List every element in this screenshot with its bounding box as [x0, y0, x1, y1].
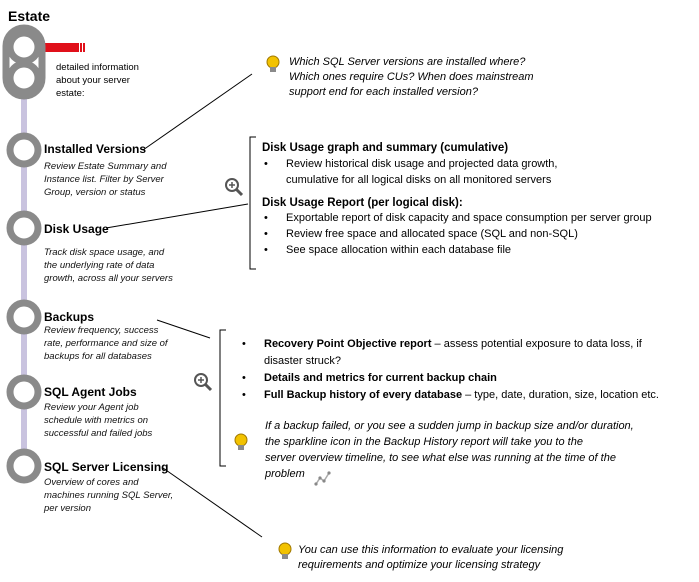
backups-tip [265, 418, 634, 482]
step-installed-versions [44, 142, 167, 199]
bullet-rest: – assess potential exposure to data loss, if [431, 338, 642, 350]
step-ring-sql-server-licensing [10, 452, 38, 480]
bullet-item [240, 336, 698, 370]
tip-line: If a backup failed, or you see a sudden jump in backup size and/or duration, [265, 420, 634, 432]
step-title: Backups [44, 310, 95, 324]
step-ring-installed-versions [10, 136, 38, 164]
bullet-bold: Recovery Point Objective report [264, 338, 432, 350]
disk-usage-section [262, 142, 698, 258]
bullet-item: • Review free space and allocated space (SQL and non-SQL) [262, 226, 698, 242]
licensing-tip [298, 543, 563, 573]
step-ring-disk-usage [10, 214, 38, 242]
magnifier-icon [195, 374, 211, 390]
disk-report-title: Disk Usage Report (per logical disk): [262, 197, 463, 209]
disk-bracket [250, 137, 256, 269]
step-description-line: schedule with metrics on [44, 415, 149, 426]
step-description-line: machines running SQL Server, [44, 490, 174, 501]
intro-text [56, 61, 139, 100]
step-title: Disk Usage [44, 222, 109, 236]
step-description-line: Review your Agent job [44, 402, 139, 413]
tip-line: You can use this information to evaluate your licensing [298, 544, 564, 556]
step-description [44, 246, 173, 285]
lightbulb-icon [235, 434, 247, 450]
backups-section [240, 336, 698, 404]
tip-line: requirements and optimize your licensing strategy [298, 559, 541, 571]
bullet-line: cumulative for all logical disks on all monitored servers [286, 174, 552, 186]
intro-line: estate: [56, 88, 85, 99]
step-description-line: Group, version or status [44, 187, 146, 198]
step-description-line: per version [44, 503, 91, 514]
step-description [44, 324, 168, 363]
tip-line: support end for each installed version? [289, 86, 478, 98]
step-description-line: Overview of cores and [44, 477, 139, 488]
step-description [44, 401, 152, 440]
step-description-line: Track disk space usage, and [44, 247, 165, 258]
bullet-bold: Full Backup history of every database [264, 389, 463, 401]
bullet-item [240, 370, 698, 387]
page-title: Estate [8, 8, 51, 24]
disk-report-bullets [262, 210, 698, 258]
bullet-rest: – type, date, duration, size, location etc. [462, 389, 659, 401]
tip-line: problem [265, 468, 305, 480]
bullet-line: disaster struck? [264, 355, 342, 367]
magnifier-icon [226, 179, 242, 195]
connector-versions [143, 74, 252, 150]
disk-graph-title: Disk Usage graph and summary (cumulative) [262, 142, 509, 154]
step-description-line: the underlying rate of data [44, 260, 155, 271]
step-title: Installed Versions [44, 142, 147, 156]
step-disk-usage [44, 222, 173, 285]
step-description-line: backups for all databases [44, 351, 152, 362]
estate-progress-bar [40, 43, 85, 52]
step-sql-agent-jobs [44, 385, 152, 440]
lightbulb-icon [279, 543, 291, 559]
step-description-line: successful and failed jobs [44, 428, 153, 439]
step-description-line: Review Estate Summary and [44, 161, 167, 172]
step-title: SQL Server Licensing [44, 460, 169, 474]
step-description-line: Review frequency, success [44, 325, 159, 336]
bullet-item [262, 156, 698, 188]
bullet-item: • See space allocation within each database file [262, 242, 698, 258]
disk-graph-bullets [262, 156, 698, 188]
bullet-line: • Review historical disk usage and projected data growth, [286, 158, 558, 170]
connector-licensing [163, 468, 262, 537]
step-description [44, 476, 173, 515]
tip-line: the sparkline icon in the Backup History report will take you to the [265, 436, 583, 448]
lightbulb-icon [267, 56, 279, 72]
tip-line: server overview timeline, to see what else was running at the time of the [265, 452, 616, 464]
step-description [44, 160, 167, 199]
bullet-bold: Details and metrics for current backup chain [264, 372, 497, 384]
step-description-line: growth, across all your servers [44, 273, 173, 284]
backups-bracket [220, 330, 226, 466]
step-ring-backups [10, 303, 38, 331]
backups-bullets [240, 336, 698, 404]
step-ring-sql-agent-jobs [10, 378, 38, 406]
step-backups [44, 310, 168, 363]
tip-line: Which ones require CUs? When does mainstream [289, 71, 534, 83]
bullet-item: • Exportable report of disk capacity and space consumption per server group [262, 210, 698, 226]
versions-tip [289, 55, 534, 100]
estate-ring [6, 28, 42, 96]
bullet-item [240, 387, 698, 404]
step-title: SQL Agent Jobs [44, 385, 137, 399]
tip-line: Which SQL Server versions are installed where? [289, 56, 526, 68]
step-description-line: Instance list. Filter by Server [44, 174, 164, 185]
intro-line: detailed information [56, 62, 139, 73]
step-sql-server-licensing [44, 460, 173, 515]
intro-line: about your server [56, 75, 130, 86]
step-description-line: rate, performance and size of [44, 338, 168, 349]
